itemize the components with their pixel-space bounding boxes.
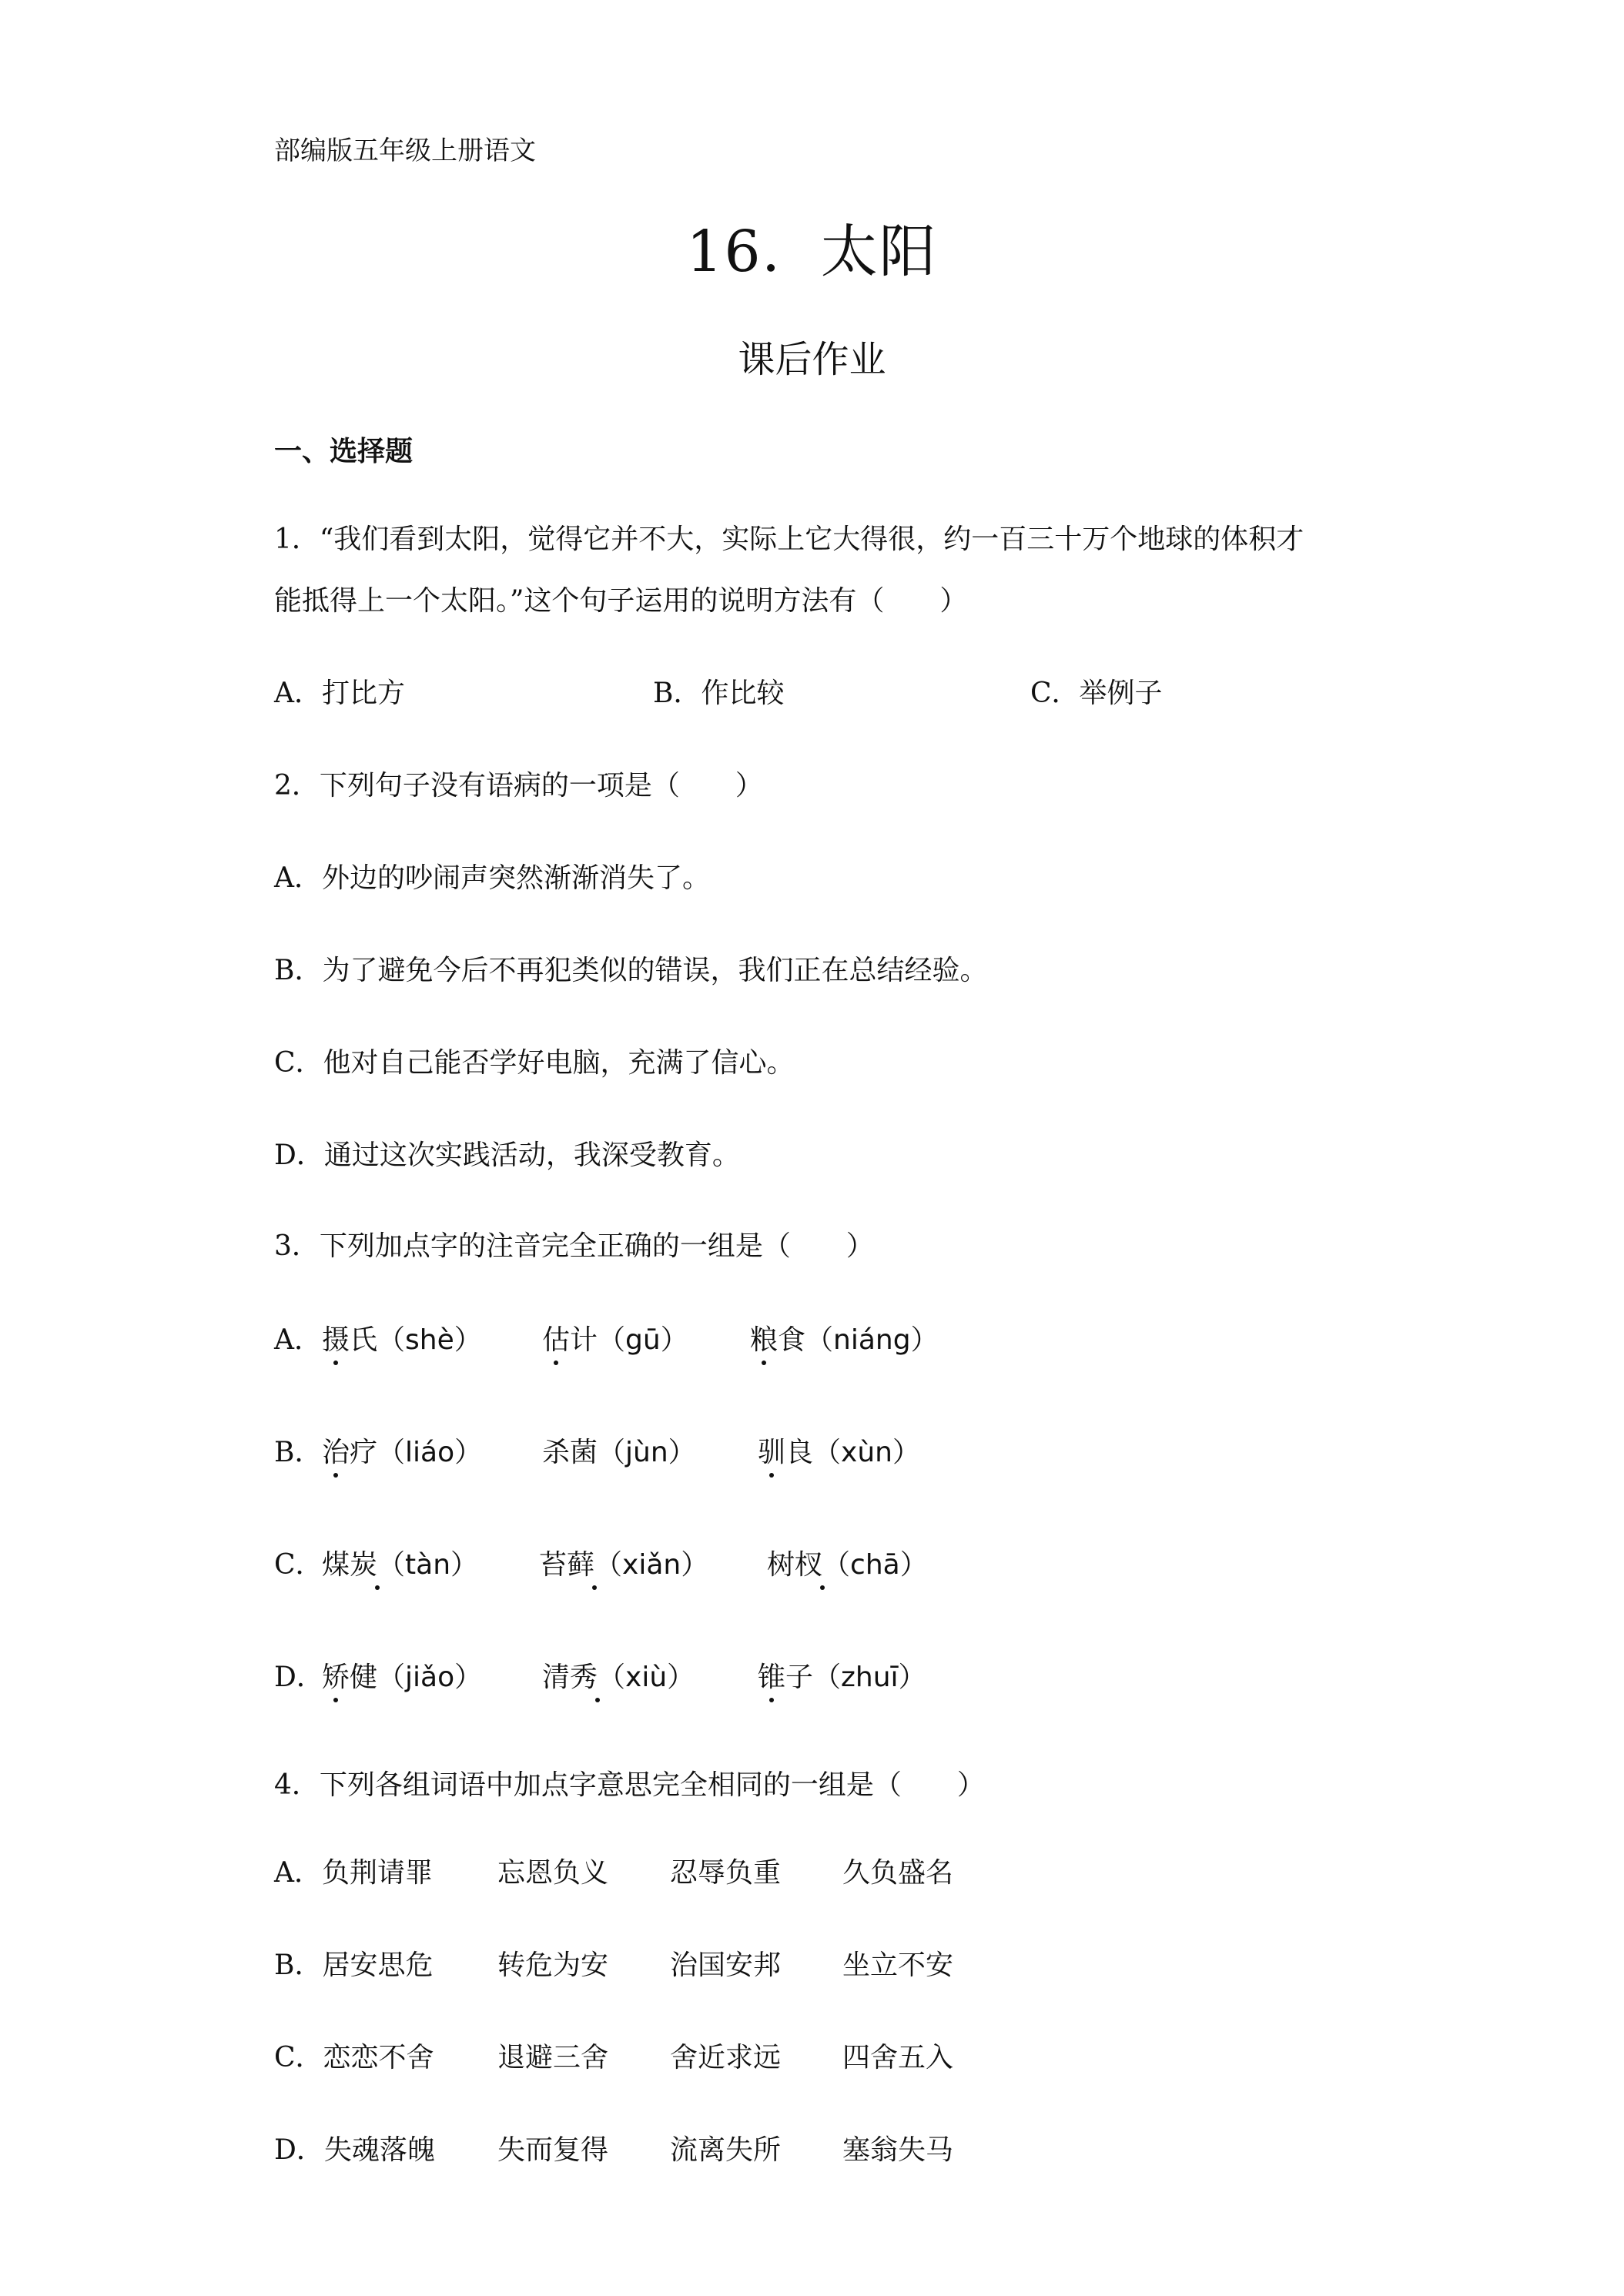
q4-c-4: 四舍五入 xyxy=(842,2042,954,2073)
q3-option-b-word3: 驯良（xùn） xyxy=(758,1431,920,1470)
q4-a-1: A．负荆请罪 xyxy=(274,1857,433,1889)
q4-stem: 4．下列各组词语中加点字意思完全相同的一组是（ ） xyxy=(274,1769,985,1801)
q3-option-d-label: D． xyxy=(274,1662,324,1693)
q1-stem-line1: 1．“我们看到太阳，觉得它并不大，实际上它大得很，约一百三十万个地球的体积才 xyxy=(274,524,1304,555)
q3-option-d-word1: 矫健（jiǎo） xyxy=(322,1655,482,1695)
q3-option-a-word2: 估计（gū） xyxy=(542,1318,688,1357)
doc-header: 部编版五年级上册语文 xyxy=(274,136,536,166)
q3-option-c-word3: 树杈（chā） xyxy=(767,1543,928,1582)
q3-option-b-word2: 杀菌（jùn） xyxy=(542,1437,696,1468)
page-subtitle: 课后作业 xyxy=(738,338,886,381)
q4-a-3: 忍辱负重 xyxy=(670,1857,782,1889)
q1-option-c: C．举例子 xyxy=(1030,678,1163,709)
q2-stem: 2．下列句子没有语病的一项是（ ） xyxy=(274,770,763,802)
q3-stem: 3．下列加点字的注音完全正确的一组是（ ） xyxy=(274,1230,874,1262)
page-title: 16．太阳 xyxy=(686,219,938,285)
q1-option-b: B．作比较 xyxy=(653,678,785,709)
q3-option-c-word1: 煤炭（tàn） xyxy=(322,1543,478,1582)
q4-c-2: 退避三舍 xyxy=(497,2042,609,2073)
section-heading: 一、选择题 xyxy=(274,435,414,467)
q4-d-1: D．失魂落魄 xyxy=(274,2134,435,2166)
q4-c-1: C．恋恋不舍 xyxy=(274,2042,434,2073)
q4-d-4: 塞翁失马 xyxy=(842,2134,954,2166)
q3-option-c-label: C． xyxy=(274,1549,323,1581)
q4-b-2: 转危为安 xyxy=(497,1950,609,1981)
q3-option-b-label: B． xyxy=(274,1437,323,1468)
q4-d-2: 失而复得 xyxy=(497,2134,609,2166)
q3-option-d-word2: 清秀（xiù） xyxy=(542,1655,695,1695)
q4-a-4: 久负盛名 xyxy=(842,1857,954,1889)
q4-a-2: 忘恩负义 xyxy=(497,1857,609,1889)
q2-option-c: C．他对自己能否学好电脑，充满了信心。 xyxy=(274,1047,795,1079)
q3-option-c-word2: 苔藓（xiǎn） xyxy=(539,1543,708,1582)
q4-b-1: B．居安思危 xyxy=(274,1950,434,1981)
q3-option-b-word1: 治疗（liáo） xyxy=(322,1431,482,1470)
q3-option-a-word1: 摄氏（shè） xyxy=(322,1318,482,1357)
q2-option-b: B．为了避免今后不再犯类似的错误，我们正在总结经验。 xyxy=(274,955,988,986)
q1-option-a: A．打比方 xyxy=(274,678,405,709)
q3-option-d-word3: 锥子（zhuī） xyxy=(758,1655,926,1695)
q4-c-3: 舍近求远 xyxy=(670,2042,782,2073)
q4-b-3: 治国安邦 xyxy=(670,1950,782,1981)
q2-option-d: D．通过这次实践活动，我深受教育。 xyxy=(274,1140,740,1171)
q4-b-4: 坐立不安 xyxy=(842,1950,954,1981)
q4-d-3: 流离失所 xyxy=(670,2134,782,2166)
q1-stem-line2: 能抵得上一个太阳。”这个句子运用的说明方法有（ ） xyxy=(274,585,968,617)
q2-option-a: A．外边的吵闹声突然渐渐消失了。 xyxy=(274,862,710,894)
q3-option-a-word3: 粮食（niáng） xyxy=(750,1318,939,1357)
q3-option-a-label: A． xyxy=(274,1324,322,1356)
